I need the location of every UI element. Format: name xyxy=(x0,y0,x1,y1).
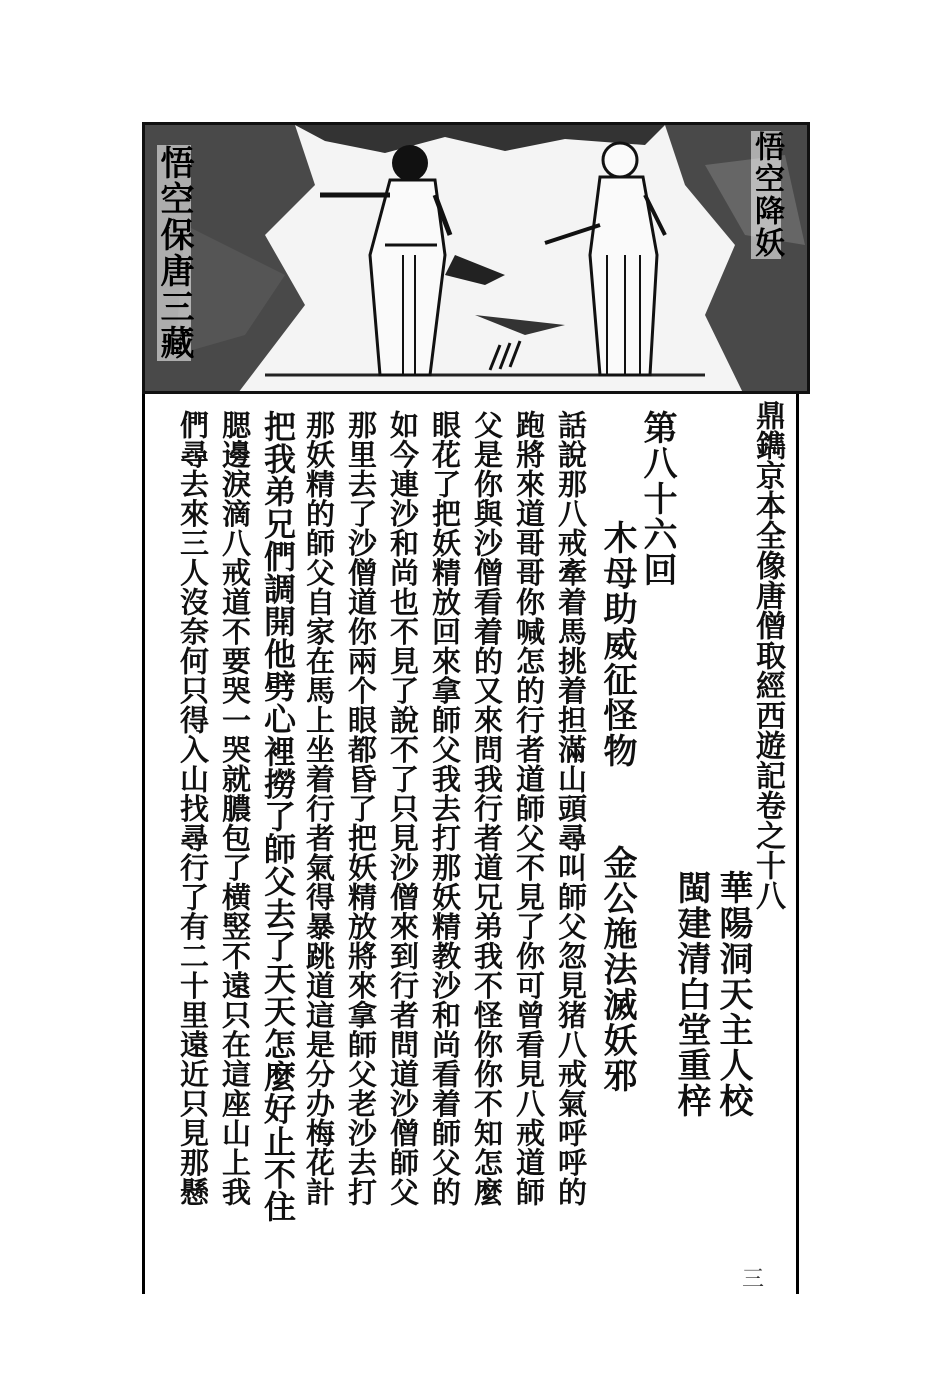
proofreader-credit: 華陽洞天主人校 xyxy=(713,870,753,1119)
body-column: 那里去了沙僧道你兩个眼都昏了把妖精放將來拿師父老沙去打 xyxy=(344,410,378,1207)
chapter-title-a: 木母助威征怪物 xyxy=(597,520,637,769)
body-column: 把我弟兄們調開他劈心裡撈了師父去了天天怎麼好止不住 xyxy=(259,410,297,1223)
book-title: 鼎鐫京本全像唐僧取經西遊記卷之十八 xyxy=(750,400,785,910)
chapter-number: 第八十六回 xyxy=(637,410,677,588)
illustration-caption-left: 悟空保唐三藏 xyxy=(154,145,194,361)
illustration-caption-right: 悟空降妖 xyxy=(749,131,784,259)
body-column: 眼花了把妖精放回來拿師父我去打那妖精教沙和尚看着師父的 xyxy=(428,410,462,1207)
body-column: 父是你與沙僧看着的又來問我行者道兄弟我不怪你你不知怎麼 xyxy=(470,410,504,1207)
printer-credit: 閩建清白堂重梓 xyxy=(671,870,711,1119)
body-column: 跑將來道哥哥你喊怎的行者道師父不見了你可曾看見八戒道師 xyxy=(512,410,546,1207)
body-column: 如今連沙和尚也不見了說不了只見沙僧來到行者問道沙僧師父 xyxy=(386,410,420,1207)
body-column: 們尋去來三人沒奈何只得入山找尋行了有二十里遠近只見那懸 xyxy=(176,410,210,1207)
body-column: 那妖精的師父自家在馬上坐着行者氣得暴跳道這是分办梅花計 xyxy=(302,410,336,1207)
page-number: 三 xyxy=(742,1267,765,1292)
woodblock-illustration xyxy=(142,122,810,394)
frame-rule-left xyxy=(142,394,145,1294)
frame-rule-right xyxy=(796,394,799,1294)
body-column: 話說那八戒牽着馬挑着担滿山頭尋叫師父忽見猪八戒氣呼呼的 xyxy=(554,410,588,1207)
chapter-title-b: 金公施法滅妖邪 xyxy=(597,845,637,1094)
illustration-drawing xyxy=(145,125,810,394)
body-column: 腮邊淚滴八戒道不要哭一哭就膿包了横竪不遠只在這座山上我 xyxy=(218,410,252,1207)
